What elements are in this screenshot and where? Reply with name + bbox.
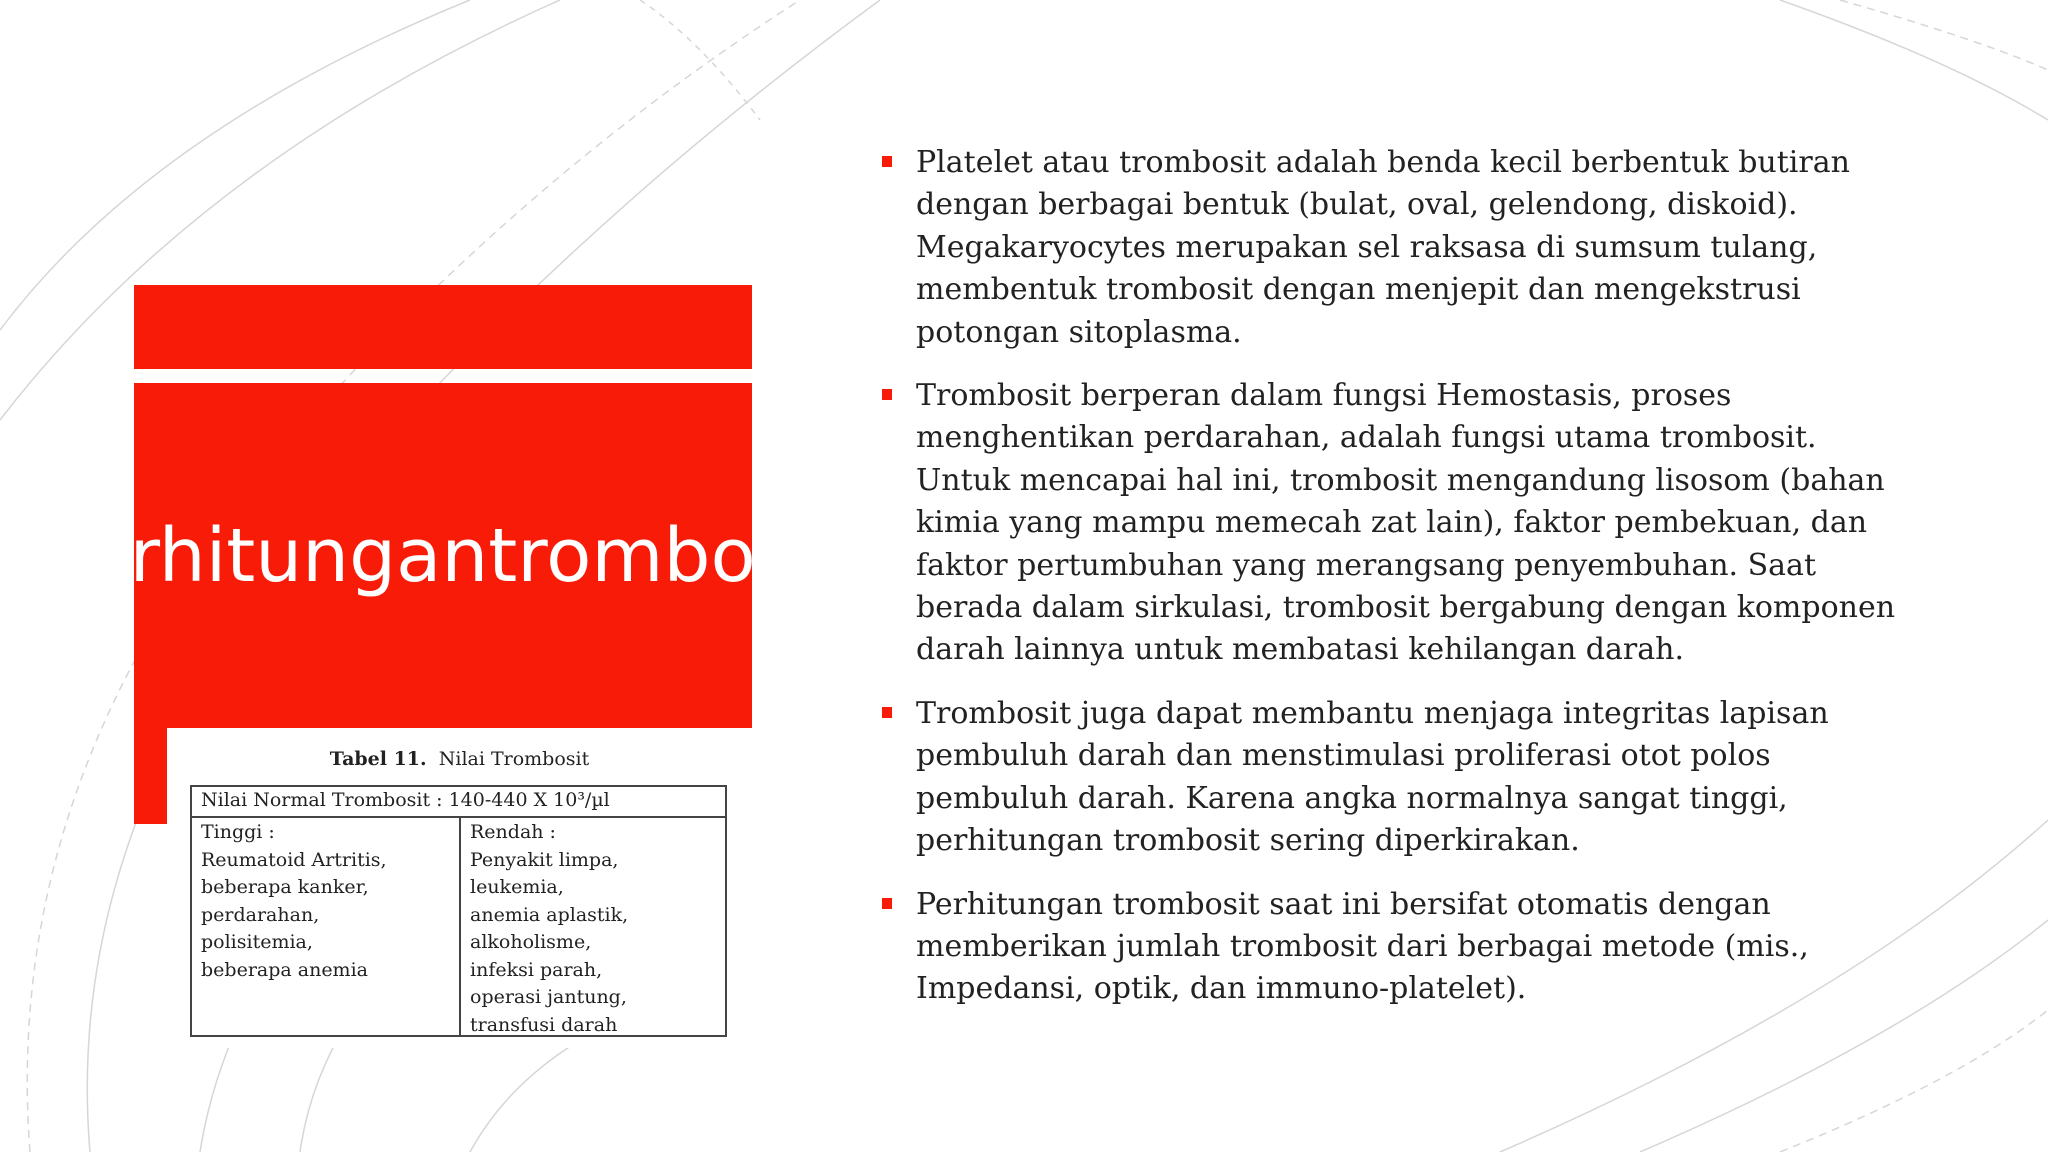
bullet-text: Perhitungan trombosit saat ini bersifat otomatis dengan memberikan jumlah trombosit dari berbagai metode (mis., Impedansi, optik, dan immuno-platelet). — [916, 886, 1809, 1007]
high-item: beberapa kanker, — [201, 876, 369, 898]
low-item: transfusi darah — [470, 1013, 618, 1036]
bullet-text: Platelet atau trombosit adalah benda kecil berbentuk butiran dengan berbagai bentuk (bulat, oval, gelendong, diskoid). Megakaryocytes merupakan sel raksasa di sumsum tulang, membentuk trombosit dengan menjepit dan mengekstrusi potongan sitoplasma. — [916, 145, 1850, 350]
slide-title-line-1: Perhitungan — [42, 512, 489, 599]
bullet-square-icon — [882, 156, 892, 167]
table-caption — [167, 748, 752, 770]
accent-strip — [134, 728, 167, 824]
bullet-square-icon — [882, 707, 892, 718]
platelet-table-figure — [167, 728, 752, 1048]
bullet-text: Trombosit berperan dalam fungsi Hemostasis, proses menghentikan perdarahan, adalah fungsi utama trombosit. Untuk mencapai hal ini, trombosit mengandung lisosom (bahan kimia yang mampu memecah zat lain), faktor pembekuan, dan faktor pertumbuhan yang merangsang penyembuhan. Saat berada dalam sirkulasi, trombosit bergabung dengan komponen darah lainnya untuk membatasi kehilangan darah. — [916, 378, 1896, 668]
table-column-low — [461, 818, 725, 1035]
accent-bar-top — [134, 285, 752, 369]
table-header: Nilai Normal Trombosit : 140-440 X 10³/µl — [192, 787, 725, 818]
bullet-item — [878, 693, 1898, 863]
platelet-values-table — [190, 785, 727, 1037]
high-item: beberapa anemia — [201, 958, 368, 981]
low-label: Rendah : — [470, 821, 556, 843]
bullet-item — [878, 375, 1898, 672]
bullet-square-icon — [882, 389, 892, 400]
table-caption-text: Nilai Trombosit — [438, 748, 590, 770]
high-label: Tinggi : — [201, 821, 275, 843]
high-item: polisitemia, — [201, 931, 313, 953]
table-column-high — [192, 818, 461, 1035]
table-caption-number: Tabel 11. — [329, 748, 427, 770]
bullet-item — [878, 884, 1898, 1011]
low-item: infeksi parah, — [470, 958, 603, 981]
bullet-item — [878, 142, 1898, 354]
low-item: anemia aplastik, — [470, 903, 629, 926]
low-item: operasi jantung, — [470, 986, 627, 1008]
bullet-square-icon — [882, 898, 892, 909]
bullet-text: Trombosit juga dapat membantu menjaga integritas lapisan pembuluh darah dan menstimulasi proliferasi otot polos pembuluh darah. Karena angka normalnya sangat tinggi, perhitungan trombosit sering diperkirakan. — [916, 695, 1829, 859]
low-item: leukemia, — [470, 876, 564, 898]
high-item: perdarahan, — [201, 903, 320, 926]
slide-title-line-2: trombosit — [488, 512, 844, 599]
low-item: alkoholisme, — [470, 931, 592, 953]
slide-title — [42, 383, 844, 728]
high-item: Reumatoid Artritis, — [201, 848, 387, 871]
low-item: Penyakit limpa, — [470, 848, 619, 871]
bullet-list — [878, 142, 1898, 1032]
